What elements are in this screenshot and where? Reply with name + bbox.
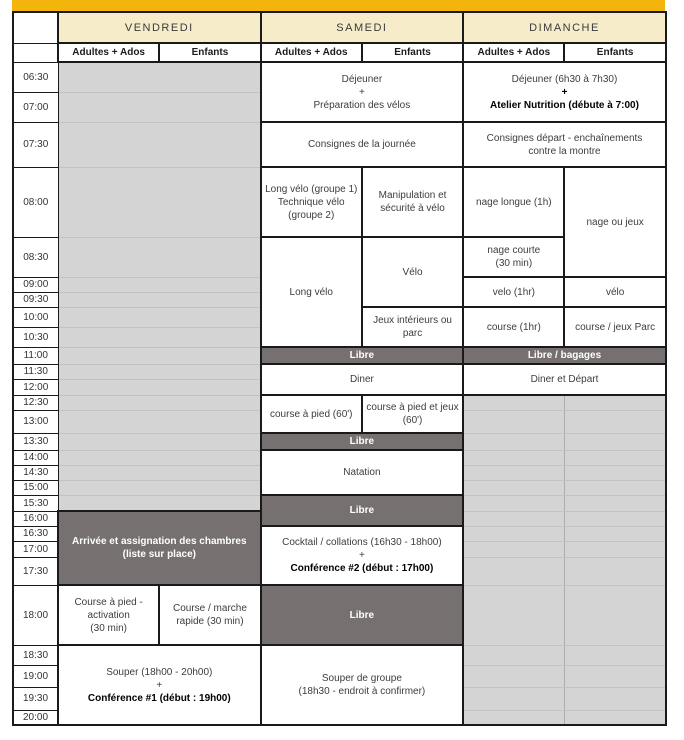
cell-text-line: Vélo: [402, 266, 423, 278]
day-header-samedi: SAMEDI: [261, 12, 464, 43]
empty-cell: [159, 307, 260, 327]
empty-cell: [463, 433, 564, 450]
cell-samedi-long-velo: [261, 237, 362, 347]
cell-text-line: nage ou jeux: [586, 216, 644, 228]
empty-cell: [58, 237, 159, 277]
cell-text-line: Libre: [349, 609, 375, 621]
cell-text-line: Libre: [349, 505, 375, 516]
cell-text-line: +: [358, 550, 365, 561]
cell-samedi-dejeuner-preparation-velos: [261, 62, 464, 122]
cell-samedi-manipulation-securite-velo: [362, 167, 463, 237]
empty-cell: [58, 364, 159, 379]
cell-samedi-long-velo-groupes: [261, 167, 362, 237]
subcol-vendredi-adultes-ados: Adultes + Ados: [58, 43, 159, 62]
empty-cell: [159, 495, 260, 511]
empty-cell: [159, 347, 260, 364]
subcol-dimanche-enfants: Enfants: [564, 43, 665, 62]
schedule-row: [13, 585, 666, 645]
cell-samedi-velo-enfants: [362, 237, 463, 307]
cell-vendredi-arrivee-chambres: [58, 511, 261, 585]
empty-cell: [159, 410, 260, 433]
empty-cell: [463, 526, 564, 541]
cell-text-line: Libre: [349, 436, 375, 447]
time-label: 13:30: [13, 433, 58, 450]
empty-cell: [463, 665, 564, 687]
time-label: 20:00: [13, 710, 58, 725]
cell-text-line: Souper de groupe: [321, 673, 402, 684]
time-label: 11:30: [13, 364, 58, 379]
cell-dimanche-nage-longue: [463, 167, 564, 237]
cell-text-line: Technique vélo (groupe 2): [277, 196, 345, 221]
empty-cell: [564, 511, 665, 526]
cell-text-line: course / jeux Parc: [575, 321, 656, 333]
schedule-row: [13, 122, 666, 167]
time-label: 11:00: [13, 347, 58, 364]
cell-dimanche-consignes-depart: [463, 122, 666, 167]
empty-cell: [159, 122, 260, 167]
cell-text-line: (liste sur place): [122, 549, 196, 560]
empty-cell: [159, 379, 260, 395]
cell-text-line: Libre / bagages: [527, 350, 602, 361]
time-label: 16:30: [13, 526, 58, 541]
schedule-row: [13, 433, 666, 450]
cell-text-line: rapide (30 min): [176, 616, 244, 627]
time-label: 08:00: [13, 167, 58, 237]
empty-cell: [564, 665, 665, 687]
time-label: 08:30: [13, 237, 58, 277]
cell-samedi-libre-11h: [261, 347, 464, 364]
cell-samedi-libre-18h: [261, 585, 464, 645]
cell-dimanche-nage-ou-jeux: [564, 167, 665, 277]
empty-cell: [159, 277, 260, 292]
time-label: 16:00: [13, 511, 58, 526]
time-label: 10:00: [13, 307, 58, 327]
empty-cell: [58, 480, 159, 495]
empty-cell: [159, 237, 260, 277]
time-label: 12:00: [13, 379, 58, 395]
cell-text-line: Conférence #2 (début : 17h00): [290, 563, 434, 574]
empty-cell: [564, 645, 665, 665]
empty-cell: [159, 62, 260, 92]
cell-text-line: +: [561, 86, 568, 98]
day-header-dimanche: DIMANCHE: [463, 12, 666, 43]
schedule-row: [13, 450, 666, 465]
empty-cell: [463, 511, 564, 526]
cell-text-line: Long vélo (groupe 1): [265, 183, 358, 195]
empty-cell: [58, 62, 159, 92]
empty-cell: [564, 480, 665, 495]
empty-cell: [58, 277, 159, 292]
cell-samedi-souper-groupe: [261, 645, 464, 725]
cell-text-line: vélo: [605, 286, 625, 298]
cell-samedi-libre-15h30: [261, 495, 464, 526]
day-header-vendredi: VENDREDI: [58, 12, 261, 43]
empty-cell: [58, 122, 159, 167]
empty-cell: [463, 395, 564, 410]
cell-samedi-libre-13h30: [261, 433, 464, 450]
empty-cell: [564, 495, 665, 511]
cell-text-line: Long vélo: [289, 286, 333, 298]
cell-dimanche-dejeuner-atelier-nutrition: [463, 62, 666, 122]
time-label: 18:00: [13, 585, 58, 645]
cell-dimanche-velo-1hr: [463, 277, 564, 307]
cell-dimanche-course-jeux-parc: [564, 307, 665, 347]
time-label: 09:00: [13, 277, 58, 292]
cell-text-line: Libre: [349, 350, 375, 361]
empty-cell: [463, 465, 564, 480]
time-label: 17:30: [13, 557, 58, 585]
cell-text-line: (18h30 - endroit à confirmer): [298, 686, 426, 697]
cell-samedi-consignes-journee: [261, 122, 464, 167]
empty-cell: [58, 465, 159, 480]
schedule-row: [13, 167, 666, 237]
time-label: 12:30: [13, 395, 58, 410]
empty-cell: [58, 395, 159, 410]
empty-cell: [564, 710, 665, 725]
empty-cell: [159, 480, 260, 495]
cell-text-line: Conférence #1 (début : 19h00): [87, 692, 231, 704]
empty-cell: [463, 645, 564, 665]
schedule-row: [13, 645, 666, 665]
cell-dimanche-nage-courte: [463, 237, 564, 277]
schedule-table: [12, 11, 667, 726]
subcol-dimanche-adultes-ados: Adultes + Ados: [463, 43, 564, 62]
empty-cell: [58, 379, 159, 395]
time-label: 19:00: [13, 665, 58, 687]
time-label: 19:30: [13, 687, 58, 710]
empty-cell: [564, 585, 665, 645]
cell-text-line: (30 min): [495, 258, 533, 269]
empty-cell: [463, 687, 564, 710]
cell-text-line: activation: [87, 609, 130, 621]
cell-text-line: contre la montre: [528, 145, 601, 157]
empty-cell: [463, 495, 564, 511]
cell-text-line: course à pied (60'): [269, 408, 353, 420]
cell-text-line: course (1hr): [486, 321, 541, 333]
cell-vendredi-course-marche: [159, 585, 260, 645]
empty-cell: [159, 450, 260, 465]
cell-text-line: Manipulation et sécurité à vélo: [378, 190, 447, 214]
cell-text-line: (30 min): [90, 622, 127, 634]
empty-cell: [564, 450, 665, 465]
empty-cell: [159, 364, 260, 379]
cell-text-line: nage longue (1h): [476, 196, 552, 208]
time-label: 15:00: [13, 480, 58, 495]
subheader-row: [13, 43, 666, 62]
cell-text-line: velo (1hr): [492, 286, 535, 298]
top-accent-bar: [12, 0, 665, 11]
cell-samedi-course-a-pied-60: [261, 395, 362, 433]
cell-text-line: Atelier Nutrition (débute à 7:00): [490, 99, 639, 111]
schedule-row: [13, 347, 666, 364]
cell-text-line: Course / marche: [172, 603, 247, 614]
schedule-row: [13, 495, 666, 511]
empty-cell: [159, 92, 260, 122]
cell-text-line: +: [358, 86, 365, 98]
cell-samedi-jeux-interieurs-parc: [362, 307, 463, 347]
empty-cell: [463, 410, 564, 433]
cell-samedi-diner: [261, 364, 464, 395]
empty-cell: [58, 327, 159, 347]
time-label: 07:30: [13, 122, 58, 167]
subcol-samedi-adultes-ados: Adultes + Ados: [261, 43, 362, 62]
empty-cell: [58, 292, 159, 307]
empty-cell: [564, 557, 665, 585]
empty-cell: [58, 450, 159, 465]
cell-text-line: Souper (18h00 - 20h00): [106, 666, 213, 678]
cell-text-line: Course à pied -: [74, 596, 143, 608]
corner-cell: [13, 43, 58, 62]
cell-text-line: Natation: [343, 467, 381, 478]
empty-cell: [58, 495, 159, 511]
cell-dimanche-diner-depart: [463, 364, 666, 395]
empty-cell: [159, 465, 260, 480]
time-label: 09:30: [13, 292, 58, 307]
empty-cell: [58, 347, 159, 364]
empty-cell: [463, 710, 564, 725]
empty-cell: [159, 433, 260, 450]
cell-text-line: Déjeuner (6h30 à 7h30): [511, 73, 618, 85]
empty-cell: [463, 585, 564, 645]
cell-dimanche-course-1hr: [463, 307, 564, 347]
empty-cell: [159, 167, 260, 237]
empty-cell: [58, 410, 159, 433]
empty-cell: [564, 526, 665, 541]
cell-text-line: nage courte: [487, 245, 541, 256]
empty-cell: [159, 292, 260, 307]
empty-cell: [463, 480, 564, 495]
time-label: 14:30: [13, 465, 58, 480]
subcol-vendredi-enfants: Enfants: [159, 43, 260, 62]
empty-cell: [564, 465, 665, 480]
cell-text-line: Consignes de la journée: [307, 139, 416, 150]
cell-text-line: Diner et Départ: [530, 374, 599, 385]
cell-text-line: Déjeuner: [341, 73, 383, 85]
empty-cell: [463, 450, 564, 465]
empty-cell: [159, 395, 260, 410]
time-label: 06:30: [13, 62, 58, 92]
empty-cell: [58, 167, 159, 237]
empty-cell: [463, 541, 564, 557]
time-label: 17:00: [13, 541, 58, 557]
cell-text-line: Préparation des vélos: [313, 99, 411, 111]
empty-cell: [58, 92, 159, 122]
cell-text-line: course à pied et jeux (60'): [366, 402, 459, 426]
empty-cell: [58, 433, 159, 450]
cell-dimanche-velo-enfants: [564, 277, 665, 307]
cell-text-line: +: [156, 679, 163, 691]
corner-cell: [13, 12, 58, 43]
schedule-row: [13, 364, 666, 379]
schedule-row: [13, 62, 666, 92]
subcol-samedi-enfants: Enfants: [362, 43, 463, 62]
time-label: 14:00: [13, 450, 58, 465]
empty-cell: [159, 327, 260, 347]
time-label: 15:30: [13, 495, 58, 511]
cell-dimanche-libre-bagages: [463, 347, 666, 364]
empty-cell: [564, 410, 665, 433]
day-header-row: [13, 12, 666, 43]
cell-samedi-cocktail-conference-2: [261, 526, 464, 585]
empty-cell: [58, 307, 159, 327]
cell-text-line: Cocktail / collations (16h30 - 18h00): [282, 537, 442, 548]
empty-cell: [564, 433, 665, 450]
schedule-row: [13, 395, 666, 410]
time-label: 13:00: [13, 410, 58, 433]
empty-cell: [564, 687, 665, 710]
cell-text-line: Jeux intérieurs ou parc: [373, 315, 452, 339]
cell-vendredi-course-activation: [58, 585, 159, 645]
cell-text-line: Arrivée et assignation des chambres: [72, 536, 247, 547]
cell-text-line: Consignes départ - enchaînements: [486, 132, 643, 144]
cell-samedi-natation: [261, 450, 464, 495]
time-label: 07:00: [13, 92, 58, 122]
cell-vendredi-souper-conference-1: [58, 645, 261, 725]
empty-cell: [564, 541, 665, 557]
cell-text-line: Diner: [349, 374, 374, 385]
empty-cell: [564, 395, 665, 410]
time-label: 10:30: [13, 327, 58, 347]
empty-cell: [463, 557, 564, 585]
time-label: 18:30: [13, 645, 58, 665]
cell-samedi-course-a-pied-jeux-60: [362, 395, 463, 433]
